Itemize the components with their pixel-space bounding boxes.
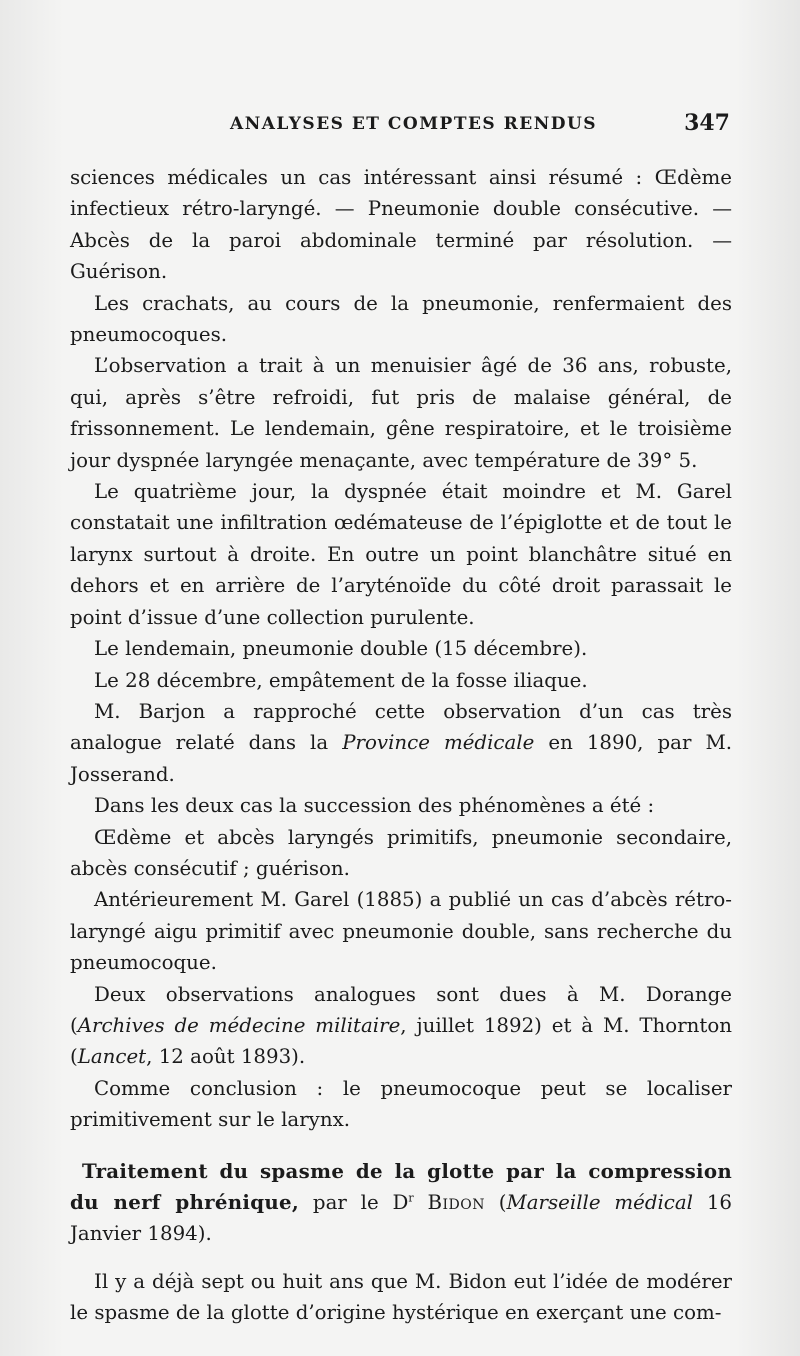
paragraph: Il y a déjà sept ou huit ans que M. Bidon eut l’idée de modérer le spasme de la glotte d’origine hystérique en exerçant une com- <box>70 1269 732 1325</box>
text-run: M. Barjon a rapproché cette observation d’un cas très analogue relaté dans la <box>70 699 732 755</box>
paragraph: sciences médicales un cas intéressant ainsi résumé : Œdème infectieux rétro-laryngé. — Pneumonie double consécutive. — Abcès de la paroi abdominale terminé par résolution. — Guérison. <box>70 166 732 284</box>
text-run: en 1890, par M. Josserand. <box>70 731 732 786</box>
text-run: ( <box>484 1191 507 1214</box>
text-run: Deux observations analogues sont dues à M. Dorange ( <box>70 982 732 1037</box>
paragraph: Dans les deux cas la succession des phénomènes a été : <box>94 794 655 818</box>
journal-title: Archives de médecine militaire <box>77 1013 401 1037</box>
page-number: 347 <box>684 110 730 136</box>
page-header <box>70 110 730 140</box>
paragraph: Comme conclusion : le pneumocoque peut se localiser primitivement sur le larynx. <box>70 1076 732 1132</box>
body-text <box>70 162 732 1329</box>
journal-title: Marseille médical <box>506 1191 694 1214</box>
text-run: , 12 août 1893). <box>146 1045 306 1069</box>
journal-title: Lancet <box>77 1045 147 1069</box>
paragraph: Le quatrième jour, la dyspnée était moindre et M. Garel constatait une infiltration œdémateuse de l’épiglotte et de tout le larynx surtout à droite. En outre un point blanchâtre situé en dehors et en arrière de l’aryténoïde du côté droit parassait le point d’issue d’une collection purulente. <box>70 480 732 629</box>
author-name: Bidon <box>427 1191 485 1214</box>
paragraph: Les crachats, au cours de la pneumonie, renfermaient des pneumocoques. <box>70 291 732 347</box>
paragraph: Œdème et abcès laryngés primitifs, pneumonie secondaire, abcès consécutif ; guérison. <box>70 825 732 880</box>
paragraph <box>70 979 732 1073</box>
paragraph <box>70 696 732 790</box>
paragraph: Antérieurement M. Garel (1885) a publié un cas d’abcès rétro-laryngé aigu primitif avec pneumonie double, sans recherche du pneumocoque. <box>70 888 732 975</box>
superscript: r <box>408 1191 414 1205</box>
paragraph: Le lendemain, pneumonie double (15 décembre). <box>94 637 588 661</box>
journal-title: Province médicale <box>342 731 535 755</box>
text-run: , juillet 1892) et à M. Thornton ( <box>70 1013 732 1069</box>
text-run: par le D <box>299 1191 409 1214</box>
paragraph: L’observation a trait à un menuisier âgé de 36 ans, robuste, qui, après s’être refroidi, fut pris de malaise général, de frissonnement. Le lendemain, gêne respiratoire, et le troisième jour dyspnée laryngée menaçante, avec température de 39° 5. <box>70 354 732 472</box>
paragraph: Le 28 décembre, empâtement de la fosse iliaque. <box>94 668 588 692</box>
section-title <box>70 1156 732 1250</box>
text-run: 16 Janvier 1894). <box>70 1191 732 1246</box>
running-head: ANALYSES ET COMPTES RENDUS <box>230 114 598 134</box>
section-title-bold: Traitement du spasme de la glotte par la compression du nerf phrénique, <box>70 1158 732 1214</box>
